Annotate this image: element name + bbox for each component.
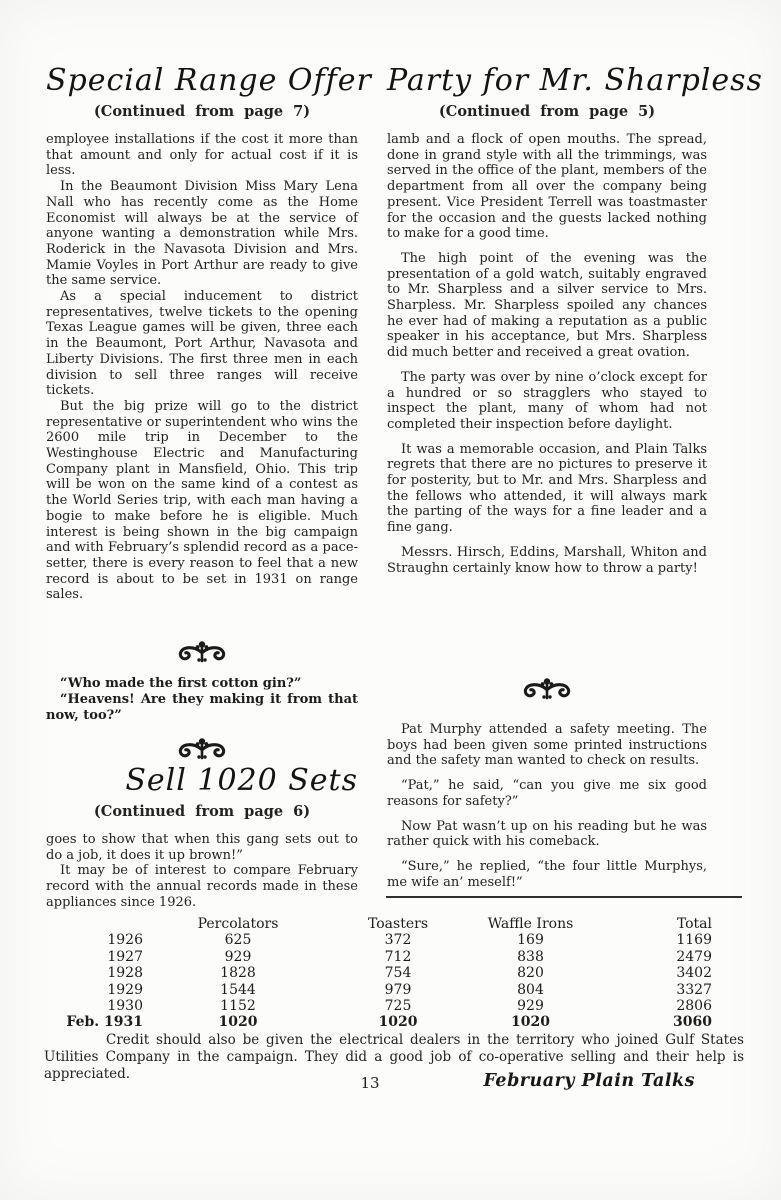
article-title-special-range-offer: Special Range Offer: [46, 63, 372, 98]
continued-from-note: (Continued from page 5): [438, 103, 656, 120]
cell-year: 1930: [107, 998, 143, 1015]
joke-line: “Heavens! Are they making it from that now, too?”: [46, 692, 358, 724]
joke-block: [46, 676, 358, 725]
table-header-toasters: Toasters: [368, 916, 428, 932]
section-divider-ornament: [46, 639, 358, 669]
cell-waffle-irons: 169: [517, 932, 544, 949]
paragraph: The high point of the evening was the presentation of a gold watch, suitably engraved to Mr. Sharpless and a silver service to Mrs. Sharpless. Mr. Sharpless spoiled any chances he ever had of making a reputation as a public speaker in his acceptance, but Mrs. Sharpless did much better and received a great ovation.: [387, 250, 707, 361]
paragraph: Messrs. Hirsch, Eddins, Marshall, Whiton and Straughn certainly know how to throw a party!: [387, 544, 707, 576]
cell-waffle-irons: 804: [517, 981, 544, 998]
paragraph: In the Beaumont Division Miss Mary Lena Nall who has recently come as the Home Economist will always be at the service of anyone wanting a demonstration while Mrs. Roderick in the Navasota Division and Mrs. Mamie Voyles in Port Arthur are ready to give the same service.: [46, 179, 358, 289]
paragraph: As a special inducement to district representatives, twelve tickets to the opening Texas League games will be given, three each in the Beaumont, Port Arthur, Navasota and Liberty Divisions. The first three men in each division to sell three ranges will receive tickets.: [46, 289, 358, 399]
table-row: [38, 949, 746, 965]
cell-total: 1169: [676, 932, 712, 949]
table-row: [38, 965, 746, 981]
magazine-footer-title: February Plain Talks: [483, 1071, 695, 1091]
fleuron-icon: [175, 736, 229, 762]
paragraph: “Pat,” he said, “can you give me six good reasons for safety?”: [387, 778, 707, 809]
article-title-sell-1020-sets: Sell 1020 Sets: [125, 763, 358, 798]
cell-total: 3327: [676, 981, 712, 998]
cell-toasters: 372: [384, 932, 412, 949]
paragraph: goes to show that when this gang sets out to do a job, it does it up brown!”: [46, 832, 358, 863]
cell-percolators: 625: [224, 932, 252, 949]
paragraph: The party was over by nine o’clock except for a hundred or so stragglers who stayed to inspect the plant, many of whom had not completed their inspection before daylight.: [387, 369, 707, 432]
article-body: [46, 132, 358, 603]
cell-waffle-irons: 820: [517, 965, 544, 982]
credit-paragraph: Credit should also be given the electrical dealers in the territory who joined Gulf States Utilities Company in the campaign. They did a good job of co-operative selling and their help is appreciated.: [44, 1032, 744, 1082]
right-column: [387, 63, 763, 890]
article-special-range-offer: [46, 63, 372, 603]
cell-waffle-irons: 1020: [511, 1014, 550, 1031]
joke-line: “Who made the first cotton gin?”: [60, 676, 302, 691]
cell-total: 3060: [673, 1014, 712, 1031]
paragraph: But the big prize will go to the district representative or superintendent who wins the 2600 mile trip in December to the Westinghouse Electric and Manufacturing Company plant in Mansfield, Ohio. This trip will be won on the same kind of a contest as the World Series trip, with each man having a bogie to make before he is eligible. Much interest is being shown in the big campaign and with February’s splendid record as a pace-setter, there is every reason to feel that a new record is about to be set in 1931 on range sales.: [46, 398, 358, 603]
cell-total: 3402: [676, 965, 712, 982]
table-header-row: [38, 916, 746, 932]
cell-percolators: 1152: [220, 998, 256, 1015]
cell-waffle-irons: 838: [517, 948, 544, 965]
paragraph: It may be of interest to compare February record with the annual records made in these appliances since 1926.: [46, 863, 358, 910]
cell-percolators: 1020: [218, 1014, 258, 1031]
cell-year: 1929: [107, 981, 143, 998]
section-divider-ornament: [46, 736, 358, 766]
paragraph: “Sure,” he replied, “the four little Murphys, me wife an’ meself!”: [387, 858, 707, 890]
table-header-total: Total: [676, 916, 712, 932]
article-sell-1020-sets: [46, 764, 358, 911]
paragraph: Now Pat wasn’t up on his reading but he was rather quick with his comeback.: [387, 818, 707, 850]
article-body: [46, 832, 358, 911]
cell-year: 1928: [107, 965, 143, 982]
fleuron-icon: [520, 676, 574, 702]
cell-year: 1927: [107, 948, 143, 965]
cell-toasters: 754: [384, 965, 412, 982]
article-title-party-for-mr-sharpless: Party for Mr. Sharpless: [387, 63, 763, 98]
cell-waffle-irons: 929: [517, 998, 544, 1015]
paragraph: lamb and a flock of open mouths. The spread, done in grand style with all the trimmings, was served in the office of the plant, members of the department from all over the company being present. Vice President Terrell was toastmaster for the occasion and the guests lacked nothing to make for a good time.: [387, 132, 707, 242]
table-row: [38, 932, 746, 948]
cell-percolators: 929: [224, 948, 252, 965]
table-row: [38, 998, 746, 1014]
cell-toasters: 712: [384, 948, 412, 965]
cell-percolators: 1828: [220, 965, 256, 982]
table-header-percolators: Percolators: [197, 916, 279, 932]
page-number: 13: [360, 1074, 380, 1092]
table-header-year: [38, 916, 143, 932]
left-column: [46, 63, 372, 910]
table-row-feb-1931: [38, 1014, 746, 1030]
article-party-for-mr-sharpless: [387, 63, 763, 576]
cell-toasters: 979: [384, 981, 412, 998]
table-row: [38, 982, 746, 998]
cell-total: 2806: [676, 998, 712, 1015]
cell-year: 1926: [107, 932, 143, 949]
table-header-waffle-irons: Waffle Irons: [487, 916, 574, 932]
cell-toasters: 1020: [378, 1014, 418, 1031]
continued-from-note: (Continued from page 6): [93, 803, 311, 820]
cell-year: Feb. 1931: [66, 1014, 143, 1031]
appliance-sales-table: [38, 916, 746, 1031]
cell-total: 2479: [676, 948, 712, 965]
cell-toasters: 725: [384, 998, 412, 1015]
continued-from-note: (Continued from page 7): [93, 103, 311, 120]
section-divider-ornament: [387, 676, 707, 706]
fleuron-icon: [175, 639, 229, 665]
anecdote-block: [387, 676, 707, 899]
paragraph: employee installations if the cost it more than that amount and only for actual cost if it is less.: [46, 132, 358, 179]
paragraph: Pat Murphy attended a safety meeting. The boys had been given some printed instructions and the safety man wanted to check on results.: [387, 722, 707, 769]
paragraph: It was a memorable occasion, and Plain Talks regrets that there are no pictures to preserve it for posterity, but to Mr. and Mrs. Sharpless and the fellows who attended, it will always mark the parting of the ways for a fine leader and a fine gang.: [387, 441, 707, 536]
horizontal-rule: [386, 896, 742, 898]
cell-percolators: 1544: [220, 981, 256, 998]
article-body: [387, 132, 707, 576]
anecdote-body: [387, 722, 707, 890]
